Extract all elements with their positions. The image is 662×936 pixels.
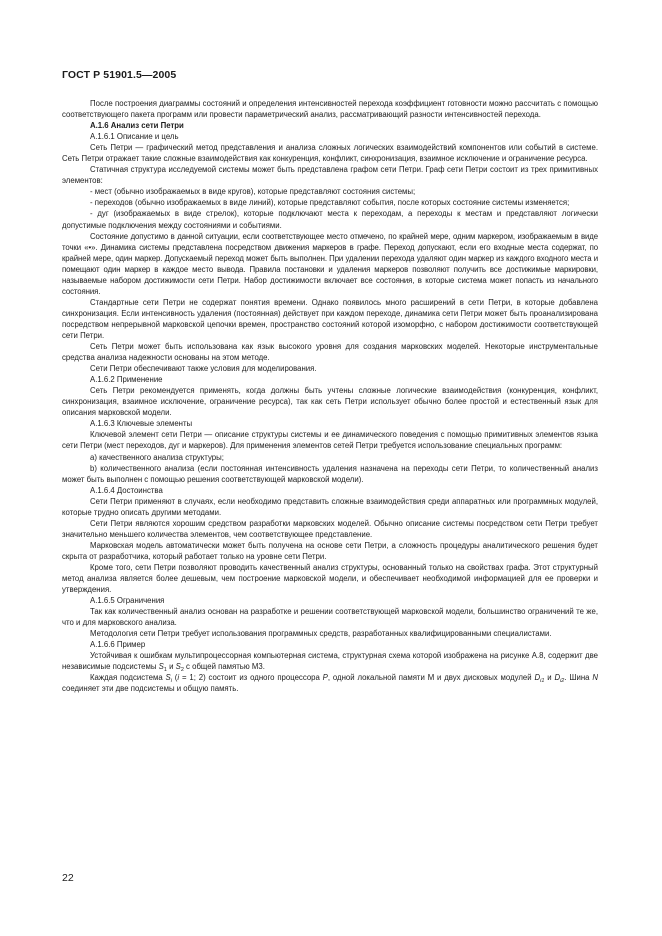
paragraph: Статичная структура исследуемой системы может быть представлена графом сети Петри. Граф сети Петри состоит из трех примитивных элементов: bbox=[62, 165, 598, 186]
paragraph: Сети Петри применяют в случаях, если необходимо представить сложные взаимодействия среди аппаратных или программных модулей, которые трудно описать другими методами. bbox=[62, 496, 598, 517]
paragraph-example-1: Устойчивая к ошибкам мультипроцессорная компьютерная система, структурная схема которой изображена на рисунке А.8, содержит две независимые подсистемы $S_1$ и $S_2$ с общей памятью М3. bbox=[62, 651, 598, 674]
paragraph: Сеть Петри — графический метод представления и анализа сложных логических взаимодействий компонентов или событий в системе. Сеть Петри отражает такие сложные взаимодействия как конкуренция, конфликт, синхронизация, взаимное исключение и ограничение ресурса. bbox=[62, 143, 598, 164]
subsection-heading: А.1.6.4 Достоинства bbox=[90, 485, 163, 495]
paragraph: После построения диаграммы состояний и определения интенсивностей перехода коэффициент готовности можно рассчитать с помощью соответствующего пакета программ или провести параметрический анализ, рассматривающий разности интенсивностей перехода. bbox=[62, 99, 598, 120]
list-item: b) количественного анализа (если постоянная интенсивность удаления назначена на переходы сети Петри, то количественный анализ может быть выполнен с помощью решения соответствующей марковской модели). bbox=[62, 463, 598, 484]
paragraph: Так как количественный анализ основан на разработке и решении соответствующей марковской модели, большинство ограничений те же, что и для марковского анализа. bbox=[62, 607, 598, 628]
subsection-heading: А.1.6.2 Применение bbox=[90, 375, 163, 385]
list-item: - переходов (обычно изображаемых в виде линий), которые представляют события, после которых состояние системы изменяется; bbox=[90, 198, 570, 208]
paragraph: Ключевой элемент сети Петри — описание структуры системы и ее динамического поведения с помощью примитивных элементов языка сети Петри (мест переходов, дуг и маркеров). Для применения элементов сетей Петри требуется использование специальных программ: bbox=[62, 430, 598, 451]
paragraph: Марковская модель автоматически может быть получена на основе сети Петри, а сложность процедуры аналитического решения будет скрыта от разработчика, который работает только на уровне сети Петри. bbox=[62, 540, 598, 561]
list-item: а) качественного анализа структуры; bbox=[90, 452, 224, 462]
subsection-heading: А.1.6.5 Ограничения bbox=[90, 596, 165, 606]
page-body bbox=[62, 98, 598, 695]
paragraph: Стандартные сети Петри не содержат понятия времени. Однако появилось много расширений в сети Петри, в которые добавлена синхронизация. Если интенсивность удаления (постоянная) действует при каждом переходе, динамика сети Петри может быть проанализирована посредством непрерывной марковской цепочки времен, пространство состояний которой изоморфно, с набором достижимости соответствующей сети Петри. bbox=[62, 297, 598, 340]
subsection-heading: А.1.6.1 Описание и цель bbox=[90, 132, 179, 142]
paragraph: Состояние допустимо в данной ситуации, если соответствующее место отмечено, по крайней мере, одним маркером, изображаемым в виде точки «•». Динамика системы представлена посредством движения маркеров в графе. Переход допускают, если его входные места содержат, по крайней мере, один маркер. Допускаемый переход может быть выполнен. При удалении перехода удаляют один маркер из каждого входного места и помещают один маркер в каждое место вывода. Правила постановки и удаления маркеров позволяют получить все достижимые маркировки, называемые набором достижимости сети Петри. Набор достижимости включает все состояния, в которые система может попасть из начального состояния. bbox=[62, 231, 598, 296]
paragraph: Сети Петри обеспечивают также условия для моделирования. bbox=[90, 364, 317, 374]
subsection-heading: А.1.6.3 Ключевые элементы bbox=[90, 419, 193, 429]
list-item: - мест (обычно изображаемых в виде кругов), которые представляют состояния системы; bbox=[90, 187, 416, 197]
paragraph: Кроме того, сети Петри позволяют проводить качественный анализ структуры, основанный только на свойствах графа. Этот структурный метод анализа является более дешевым, чем построение марковской модели, и обеспечивает необходимой информацией для ее проверки и утверждения. bbox=[62, 562, 598, 595]
page-number: 22 bbox=[62, 872, 74, 884]
paragraph: Сеть Петри может быть использована как язык высокого уровня для создания марковских моделей. Некоторые инструментальные средства анализа надежности основаны на этом методе. bbox=[62, 342, 598, 363]
list-item: - дуг (изображаемых в виде стрелок), которые подключают места к переходам, а переходы к местам и представляют логически допустимые подключения между состояниями и событиями. bbox=[62, 209, 598, 230]
document-header: ГОСТ Р 51901.5—2005 bbox=[62, 69, 177, 81]
paragraph: Сеть Петри рекомендуется применять, когда должны быть учтены сложные логические взаимодействия (конкуренция, конфликт, синхронизация, взаимное исключение, ограничение ресурса), так как сеть Петри использует обычно более простой и естественный язык для описания марковской модели. bbox=[62, 386, 598, 418]
paragraph-example-2: Каждая подсистема $S_i$ (i = 1; 2) состоит из одного процессора P, одной локальной памяти М и двух дисковых модулей $D_{i1}$ и $D_{i2}$. Шина N соединяет эти две подсистемы и общую память. bbox=[62, 673, 599, 694]
subsection-heading: А.1.6.6 Пример bbox=[90, 640, 146, 650]
paragraph: Сети Петри являются хорошим средством разработки марковских моделей. Обычно описание системы посредством сети Петри требует значительно меньшего количества элементов, чем соответствующее представление. bbox=[62, 518, 598, 539]
paragraph: Методология сети Петри требует использования программных средств, разработанных квалифицированными специалистами. bbox=[90, 629, 552, 639]
section-heading: А.1.6 Анализ сети Петри bbox=[90, 121, 184, 131]
